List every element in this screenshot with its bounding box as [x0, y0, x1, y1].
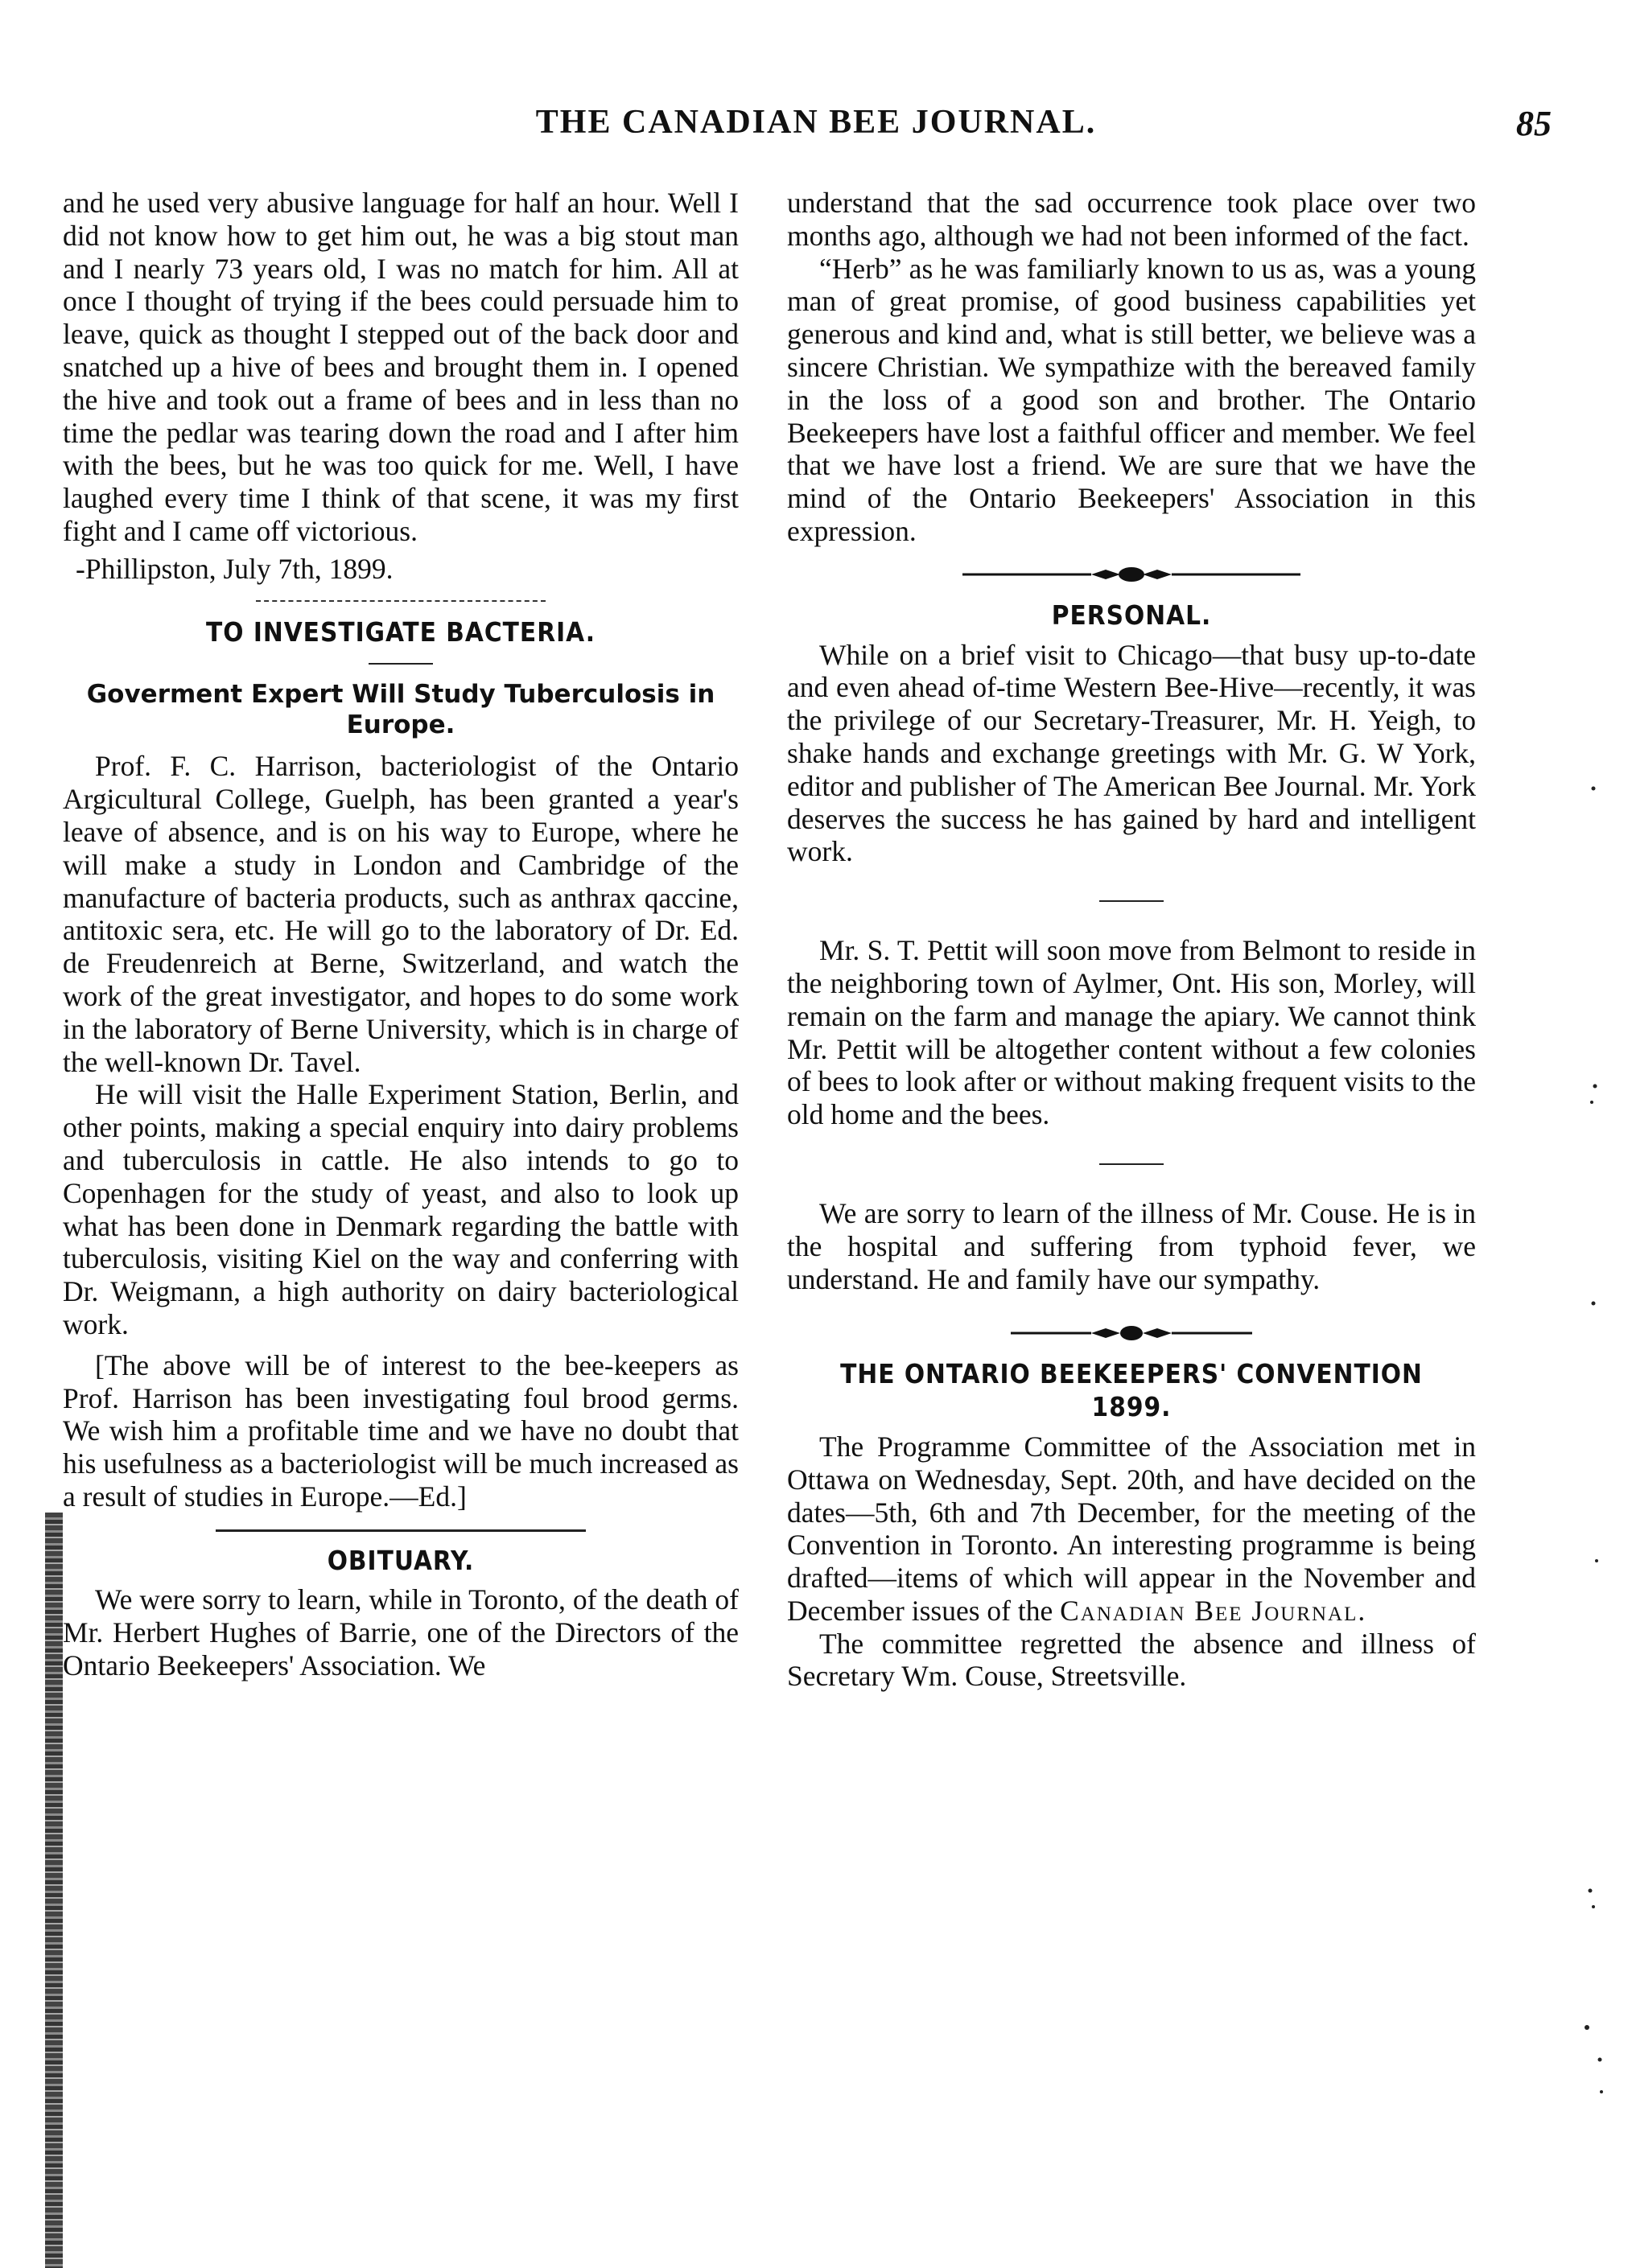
section-divider [256, 600, 546, 602]
convention-text: The Programme Committee of the Association met in Ottawa on Wednesday, Sept. 20th, and have decided on the dates—5th, 6th and 7th December, for the meeting of the Convention in Toronto. An interesting programme is being drafted—items of which will appear in the November and December issues of the [787, 1430, 1476, 1627]
editor-note: [The above will be of interest to the bee-keepers as Prof. Harrison has been investigating foul brood germs. We wish him a profitable time and we have no doubt that his usefulness as a bacteriologist will be much increased as a result of studies in Europe.—Ed.] [63, 1348, 739, 1513]
right-column [787, 187, 1476, 1693]
left-column [63, 187, 739, 1682]
ornament-divider [787, 561, 1476, 585]
bacteria-heading: TO INVESTIGATE BACTERIA. [206, 615, 596, 648]
bacteria-paragraph: He will visit the Halle Experiment Station, Berlin, and other points, making a special enquiry into dairy problems and tuberculosis in cattle. He also intends to go to Copenhagen for the study of yeast, and also to look up what has been done in Denmark regarding the battle with tuberculosis, visiting Kiel on the way and conferring with Dr. Weigmann, a high authority on dairy bacteriological work. [63, 1078, 739, 1340]
story-signature: -Phillipston, July 7th, 1899. [76, 552, 394, 585]
convention-paragraph: The committee regretted the absence and illness of Secretary Wm. Couse, Streetsville. [787, 1627, 1476, 1693]
section-divider [216, 1529, 586, 1532]
personal-paragraph: While on a brief visit to Chicago—that busy up-to-date and even ahead of-time Western Bee-Hive—recently, it was the privilege of our Secretary-Treasurer, Mr. H. Yeigh, to shake hands and exchange greetings with Mr. G. W York, editor and publisher of The American Bee Journal. Mr. York deserves the success he has gained by hard and intelligent work. [787, 638, 1476, 868]
personal-paragraph: Mr. S. T. Pettit will soon move from Belmont to reside in the neighboring town of Aylmer, Ont. His son, Morley, will remain on the farm and manage the apiary. We cannot think Mr. Pettit will be altogether content without a few colonies of bees to look after or without making frequent visits to the old home and the bees. [787, 934, 1476, 1131]
obituary-heading: OBITUARY. [327, 1544, 475, 1576]
convention-heading: THE ONTARIO BEEKEEPERS' CONVENTION [840, 1358, 1423, 1390]
section-divider [1099, 900, 1164, 902]
obituary-continued-paragraph: understand that the sad occurrence took place over two months ago, although we had not been informed of the fact. [787, 187, 1476, 252]
convention-text-end: . [1358, 1594, 1366, 1627]
page-header [80, 103, 1552, 151]
convention-paragraph [787, 1430, 1476, 1628]
scan-specks [1577, 724, 1609, 2172]
convention-heading-year: 1899. [1091, 1391, 1172, 1423]
personal-paragraph: We are sorry to learn of the illness of Mr. Couse. He is in the hospital and suffering from typhoid fever, we understand. He and family have our sympathy. [787, 1196, 1476, 1295]
journal-title: THE CANADIAN BEE JOURNAL. [535, 104, 1097, 141]
page-number: 85 [1516, 104, 1552, 143]
journal-name: Canadian Bee Journal [1060, 1594, 1358, 1627]
bacteria-paragraph: Prof. F. C. Harrison, bacteriologist of the Ontario Argicultural College, Guelph, has been granted a year's leave of absence, and is on his way to Europe, where he will make a study in London and Cambridge of the manufacture of bacteria products, such as anthrax qaccine, antitoxic sera, etc. He will go to the laboratory of Dr. Ed. de Freudenreich at Berne, Switzerland, and watch the work of the great investigator, and hopes to do some work in the laboratory of Berne University, which is in charge of the well-known Dr. Tavel. [63, 750, 739, 1078]
ornament-rule-icon [962, 562, 1300, 587]
story-continued-paragraph: and he used very abusive language for half an hour. Well I did not know how to get him out, he was a big stout man and I nearly 73 years old, I was no match for him. All at once I thought of trying if the bees could persuade him to leave, quick as thought I stepped out of the back door and snatched up a hive of bees and brought them in. I opened the hive and took out a frame of bees and in less than no time the pedlar was tearing down the road and I after him with the bees, but he was too quick for me. Well, I have laughed every time I think of that scene, it was my first fight and I came off victorious. [63, 187, 739, 547]
heading-rule [369, 663, 433, 665]
section-divider [1099, 1163, 1164, 1165]
bacteria-subheading: Goverment Expert Will Study Tuberculosis in Europe. [86, 680, 715, 740]
ornament-divider [787, 1319, 1476, 1344]
obituary-paragraph: We were sorry to learn, while in Toronto, of the death of Mr. Herbert Hughes of Barrie, one of the Directors of the Ontario Beekeepers' Association. We [63, 1583, 739, 1682]
personal-heading: PERSONAL. [1051, 599, 1212, 631]
obituary-paragraph: “Herb” as he was familiarly known to us as, was a young man of great promise, of good business capabilities yet generous and kind and, what is still better, we believe was a sincere Christian. We sympathize with the bereaved family in the loss of a good son and brother. The Ontario Beekeepers have lost a faithful officer and member. We feel that we have lost a friend. We are sure that we have the mind of the Ontario Beekeepers' Association in this expression. [787, 252, 1476, 547]
scan-margin-shadow [45, 1513, 63, 2268]
ornament-rule-icon [1011, 1321, 1252, 1345]
